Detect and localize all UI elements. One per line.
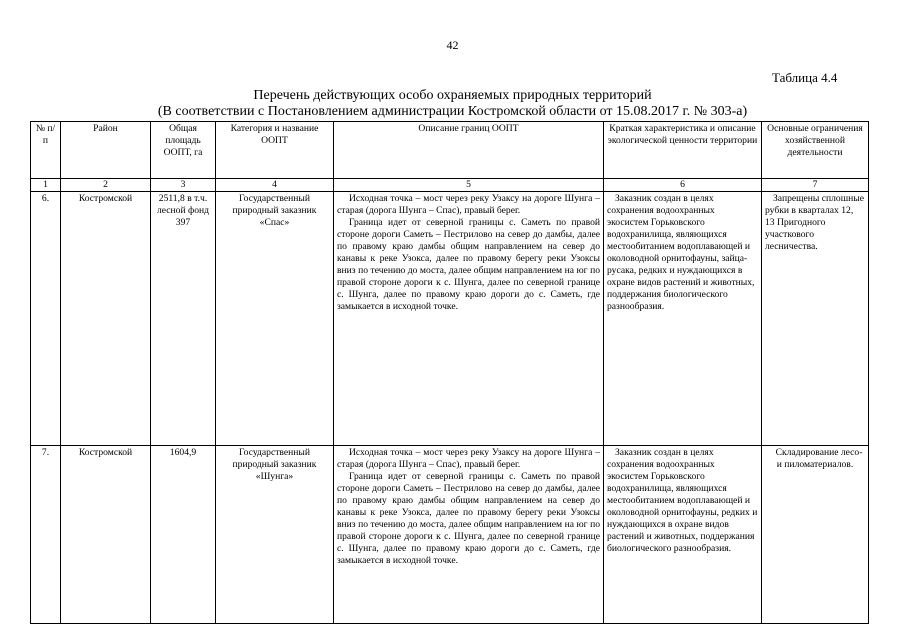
header-number: № п/п (31, 122, 61, 179)
page-number: 42 (446, 38, 459, 52)
row-description (334, 446, 604, 624)
row-area: 1604,9 (151, 446, 216, 624)
header-restrictions: Основные ограничения хозяйственной деятельности (762, 122, 869, 179)
column-number: 3 (151, 179, 216, 192)
header-characteristics: Краткая характеристика и описание экологической ценности территории (604, 122, 762, 179)
description-start-point: Исходная точка – мост через реку Узаксу на дороге Шунга – старая (дорога Шунга – Спас), правый берег. (337, 447, 600, 470)
column-number: 6 (604, 179, 762, 192)
table-header-row (31, 122, 869, 179)
column-number: 1 (31, 179, 61, 192)
description-boundary: Граница идет от северной границы с. Саметь по правой стороне дороги Саметь – Пестрилово на север до дамбы, далее по правому краю дамбы общим направлением на север до канавы к реке Узокса, далее по правому берегу реки Узоксы вниз по течению до моста, далее общим направлением на юг по правой стороне дороги к с. Шунга, далее по северной границе с. Шунга, далее по правому краю дороги до с. Саметь, где замыкается в исходной точке. (337, 471, 600, 566)
column-numbers-row (31, 179, 869, 192)
column-number: 7 (762, 179, 869, 192)
row-description (334, 192, 604, 446)
row-district: Костромской (61, 446, 151, 624)
row-district: Костромской (61, 192, 151, 446)
characteristics-text: Заказник создан в целях сохранения водоохранных экосистем Горьковского водохранилища, являющихся местообитанием водоплавающей и околоводной орнитофауны, редких и нуждающихся в охране видов растений и животных, поддержания биологического разнообразия. (607, 447, 758, 554)
protected-areas-table (30, 121, 869, 624)
row-restrictions (762, 446, 869, 624)
header-category: Категория и название ООПТ (216, 122, 334, 179)
row-number: 7. (31, 446, 61, 624)
row-number: 6. (31, 192, 61, 446)
row-category: Государственный природный заказник «Спас» (216, 192, 334, 446)
table-row (31, 192, 869, 446)
characteristics-text: Заказник создан в целях сохранения водоохранных экосистем Горьковского водохранилища, являющихся местообитанием водоплавающей и околоводной орнитофауны, зайца-русака, редких и нуждающихся в охране видов растений и животных, поддержания биологического разнообразия. (607, 193, 755, 312)
header-description: Описание границ ООПТ (334, 122, 604, 179)
header-district: Район (61, 122, 151, 179)
restrictions-text: Складирование лесо- и пиломатериалов. (775, 447, 863, 470)
table-label: Таблица 4.4 (772, 70, 838, 85)
header-area: Общая площадь ООПТ, га (151, 122, 216, 179)
restrictions-text: Запрещены сплошные рубки в кварталах 12, 13 Пригодного участкового лесничества. (765, 193, 864, 252)
description-boundary: Граница идет от северной границы с. Саметь по правой стороне дороги Саметь – Пестрилово на север до дамбы, далее по правому краю дамбы общим направлением на север до канавы к реке Узокса, далее по правому берегу реки Узоксы вниз по течению до моста, далее общим направлением на юг по правой стороне дороги к с. Шунга, далее по северной границе с. Шунга, далее по правому краю дороги до с. Саметь, где замыкается в исходной точке. (337, 217, 600, 312)
document-title: Перечень действующих особо охраняемых природных территорий (253, 88, 652, 103)
table-row (31, 446, 869, 624)
document-subtitle: (В соответствии с Постановлением администрации Костромской области от 15.08.2017 г. № 303-а) (157, 104, 748, 119)
description-start-point: Исходная точка – мост через реку Узаксу на дороге Шунга – старая (дорога Шунга – Спас), правый берег. (337, 193, 600, 216)
column-number: 5 (334, 179, 604, 192)
row-area: 2511,8 в т.ч. лесной фонд 397 (151, 192, 216, 446)
column-number: 4 (216, 179, 334, 192)
row-restrictions (762, 192, 869, 446)
row-category: Государственный природный заказник «Шунга» (216, 446, 334, 624)
row-characteristics (604, 192, 762, 446)
row-characteristics (604, 446, 762, 624)
column-number: 2 (61, 179, 151, 192)
